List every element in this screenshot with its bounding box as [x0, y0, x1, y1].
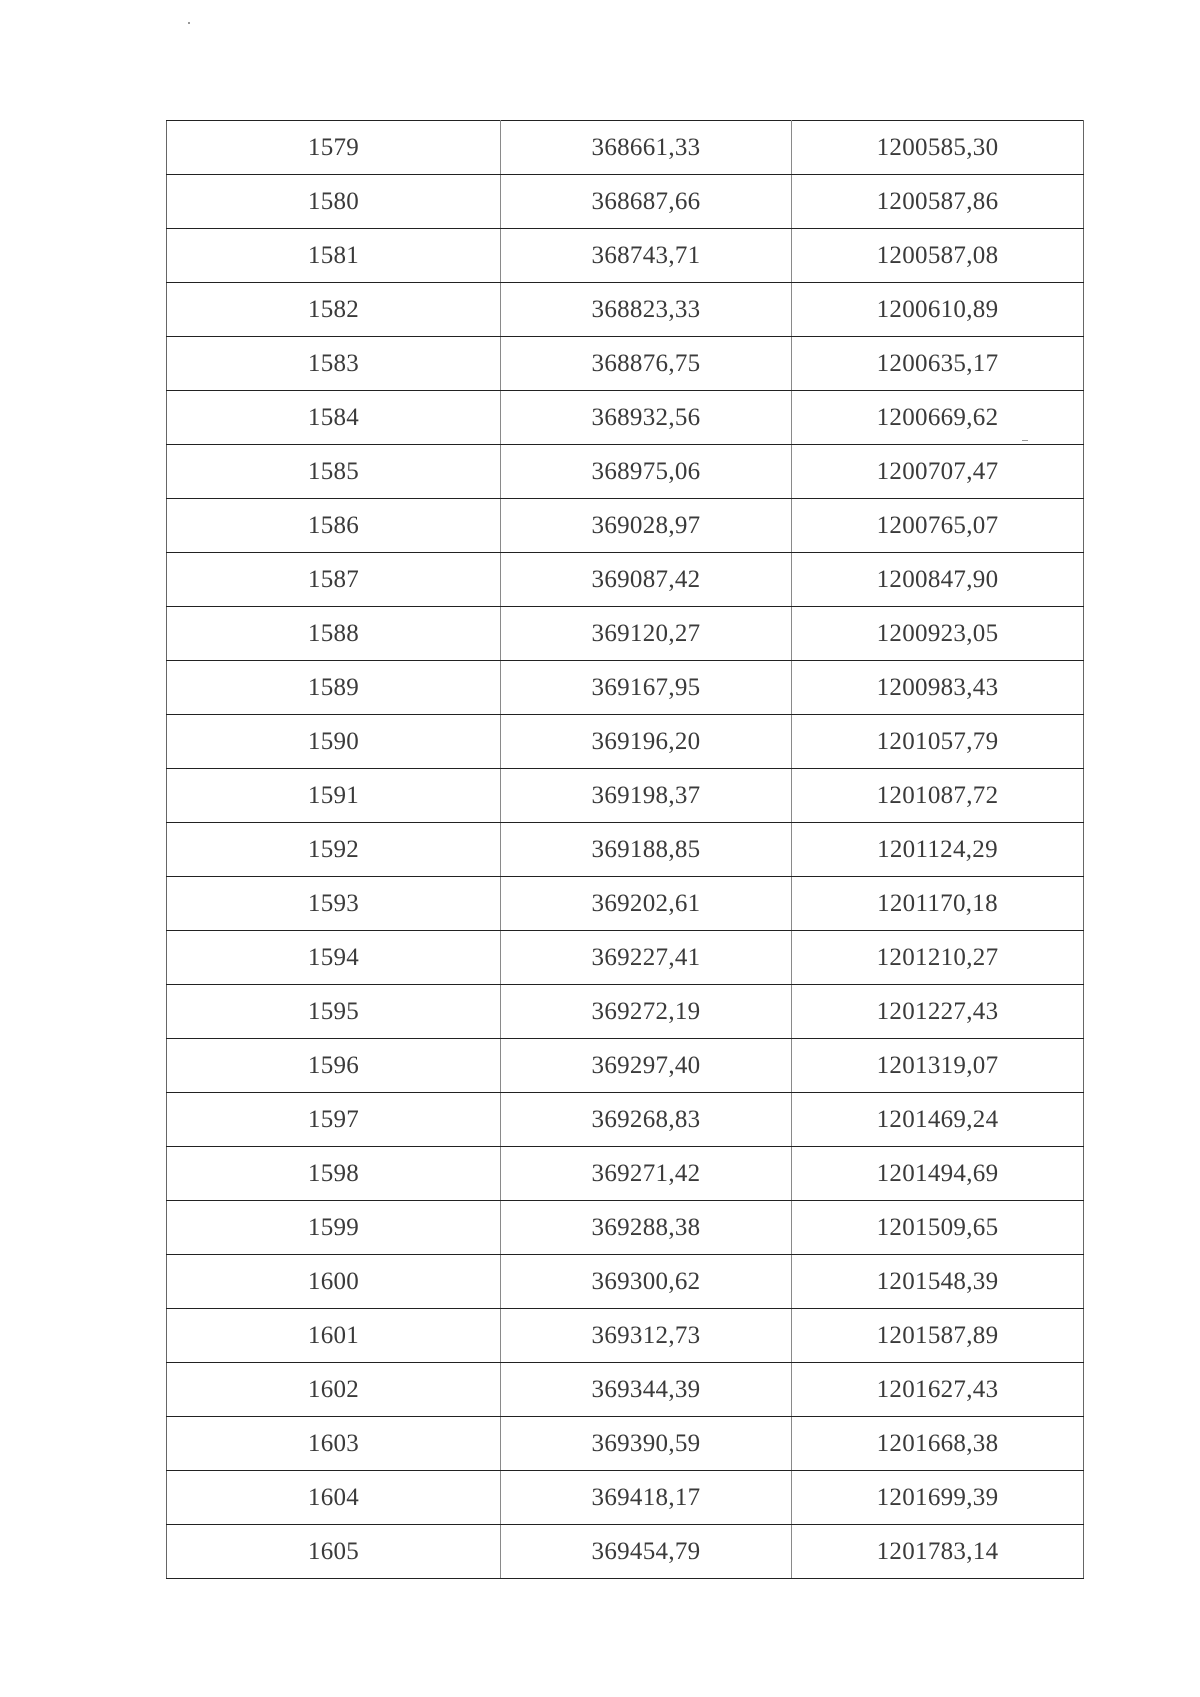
y-coordinate-cell: 1201319,07	[792, 1039, 1084, 1093]
table-row	[167, 283, 1084, 337]
point-number-cell: 1593	[167, 877, 501, 931]
x-coordinate-cell: 369087,42	[501, 553, 792, 607]
table-row	[167, 715, 1084, 769]
x-coordinate-cell: 368743,71	[501, 229, 792, 283]
table-row	[167, 1093, 1084, 1147]
point-number-cell: 1605	[167, 1525, 501, 1579]
x-coordinate-cell: 369202,61	[501, 877, 792, 931]
y-coordinate-cell: 1201699,39	[792, 1471, 1084, 1525]
table-row	[167, 1147, 1084, 1201]
x-coordinate-cell: 369454,79	[501, 1525, 792, 1579]
x-coordinate-cell: 369196,20	[501, 715, 792, 769]
table-row	[167, 391, 1084, 445]
point-number-cell: 1584	[167, 391, 501, 445]
x-coordinate-cell: 369188,85	[501, 823, 792, 877]
y-coordinate-cell: 1201227,43	[792, 985, 1084, 1039]
table-row	[167, 445, 1084, 499]
y-coordinate-cell: 1200610,89	[792, 283, 1084, 337]
table-row	[167, 1255, 1084, 1309]
table-row	[167, 607, 1084, 661]
point-number-cell: 1596	[167, 1039, 501, 1093]
x-coordinate-cell: 369028,97	[501, 499, 792, 553]
x-coordinate-cell: 369288,38	[501, 1201, 792, 1255]
point-number-cell: 1581	[167, 229, 501, 283]
table-row	[167, 769, 1084, 823]
point-number-cell: 1600	[167, 1255, 501, 1309]
point-number-cell: 1603	[167, 1417, 501, 1471]
table-row	[167, 499, 1084, 553]
table-row	[167, 121, 1084, 175]
table-row	[167, 1039, 1084, 1093]
y-coordinate-cell: 1200585,30	[792, 121, 1084, 175]
x-coordinate-cell: 368823,33	[501, 283, 792, 337]
x-coordinate-cell: 369268,83	[501, 1093, 792, 1147]
y-coordinate-cell: 1201509,65	[792, 1201, 1084, 1255]
x-coordinate-cell: 368932,56	[501, 391, 792, 445]
table-row	[167, 1363, 1084, 1417]
y-coordinate-cell: 1200707,47	[792, 445, 1084, 499]
x-coordinate-cell: 368687,66	[501, 175, 792, 229]
point-number-cell: 1590	[167, 715, 501, 769]
x-coordinate-cell: 369198,37	[501, 769, 792, 823]
point-number-cell: 1586	[167, 499, 501, 553]
table-row	[167, 229, 1084, 283]
table-row	[167, 661, 1084, 715]
table-row	[167, 1417, 1084, 1471]
point-number-cell: 1597	[167, 1093, 501, 1147]
point-number-cell: 1582	[167, 283, 501, 337]
y-coordinate-cell: 1200587,86	[792, 175, 1084, 229]
x-coordinate-cell: 369418,17	[501, 1471, 792, 1525]
table-row	[167, 1525, 1084, 1579]
point-number-cell: 1579	[167, 121, 501, 175]
y-coordinate-cell: 1201057,79	[792, 715, 1084, 769]
point-number-cell: 1594	[167, 931, 501, 985]
y-coordinate-cell: 1200587,08	[792, 229, 1084, 283]
x-coordinate-cell: 369167,95	[501, 661, 792, 715]
x-coordinate-cell: 369272,19	[501, 985, 792, 1039]
point-number-cell: 1595	[167, 985, 501, 1039]
point-number-cell: 1583	[167, 337, 501, 391]
y-coordinate-cell: 1201548,39	[792, 1255, 1084, 1309]
y-coordinate-cell: 1200847,90	[792, 553, 1084, 607]
x-coordinate-cell: 369344,39	[501, 1363, 792, 1417]
point-number-cell: 1604	[167, 1471, 501, 1525]
table-row	[167, 1471, 1084, 1525]
x-coordinate-cell: 368975,06	[501, 445, 792, 499]
y-coordinate-cell: 1200923,05	[792, 607, 1084, 661]
point-number-cell: 1585	[167, 445, 501, 499]
coordinates-table-body	[167, 121, 1084, 1579]
y-coordinate-cell: 1201783,14	[792, 1525, 1084, 1579]
table-row	[167, 985, 1084, 1039]
y-coordinate-cell: 1201494,69	[792, 1147, 1084, 1201]
y-coordinate-cell: 1200635,17	[792, 337, 1084, 391]
table-row	[167, 823, 1084, 877]
table-row	[167, 175, 1084, 229]
point-number-cell: 1601	[167, 1309, 501, 1363]
x-coordinate-cell: 369120,27	[501, 607, 792, 661]
point-number-cell: 1587	[167, 553, 501, 607]
point-number-cell: 1598	[167, 1147, 501, 1201]
point-number-cell: 1588	[167, 607, 501, 661]
y-coordinate-cell: 1201124,29	[792, 823, 1084, 877]
y-coordinate-cell: 1200669,62	[792, 391, 1084, 445]
table-row	[167, 931, 1084, 985]
table-row	[167, 553, 1084, 607]
point-number-cell: 1580	[167, 175, 501, 229]
point-number-cell: 1599	[167, 1201, 501, 1255]
x-coordinate-cell: 368876,75	[501, 337, 792, 391]
x-coordinate-cell: 369390,59	[501, 1417, 792, 1471]
x-coordinate-cell: 369227,41	[501, 931, 792, 985]
coordinates-table	[166, 120, 1084, 1579]
y-coordinate-cell: 1200765,07	[792, 499, 1084, 553]
x-coordinate-cell: 369300,62	[501, 1255, 792, 1309]
y-coordinate-cell: 1201469,24	[792, 1093, 1084, 1147]
table-row	[167, 1309, 1084, 1363]
x-coordinate-cell: 369271,42	[501, 1147, 792, 1201]
y-coordinate-cell: 1201627,43	[792, 1363, 1084, 1417]
table-row	[167, 1201, 1084, 1255]
point-number-cell: 1591	[167, 769, 501, 823]
table-row	[167, 877, 1084, 931]
point-number-cell: 1602	[167, 1363, 501, 1417]
x-coordinate-cell: 369297,40	[501, 1039, 792, 1093]
table-row	[167, 337, 1084, 391]
y-coordinate-cell: 1200983,43	[792, 661, 1084, 715]
scan-speck	[188, 22, 190, 24]
y-coordinate-cell: 1201210,27	[792, 931, 1084, 985]
y-coordinate-cell: 1201668,38	[792, 1417, 1084, 1471]
y-coordinate-cell: 1201587,89	[792, 1309, 1084, 1363]
y-coordinate-cell: 1201170,18	[792, 877, 1084, 931]
point-number-cell: 1589	[167, 661, 501, 715]
x-coordinate-cell: 368661,33	[501, 121, 792, 175]
x-coordinate-cell: 369312,73	[501, 1309, 792, 1363]
point-number-cell: 1592	[167, 823, 501, 877]
y-coordinate-cell: 1201087,72	[792, 769, 1084, 823]
